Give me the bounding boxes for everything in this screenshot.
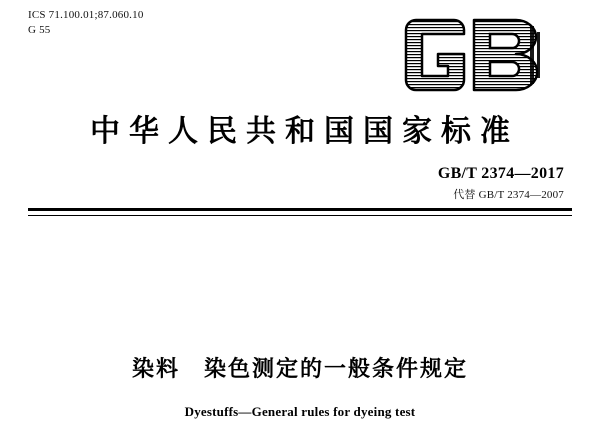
gb-logo-icon	[404, 18, 552, 92]
ics-code: ICS 71.100.01;87.060.10	[28, 9, 144, 21]
subject-title-english: Dyestuffs—General rules for dyeing test	[184, 404, 416, 419]
standard-number: GB/T 2374—2017	[437, 165, 564, 182]
subject-title-chinese: 染料 染色测定的一般条件规定	[131, 357, 468, 382]
page-title: 中华人民共和国国家标准	[90, 114, 519, 149]
standard-replaces: 代替 GB/T 2374—2007	[453, 189, 564, 201]
ccs-code: G 55	[28, 24, 51, 36]
divider-thin	[28, 215, 572, 216]
divider-thick	[28, 208, 572, 211]
ics-classification-block	[28, 8, 144, 38]
